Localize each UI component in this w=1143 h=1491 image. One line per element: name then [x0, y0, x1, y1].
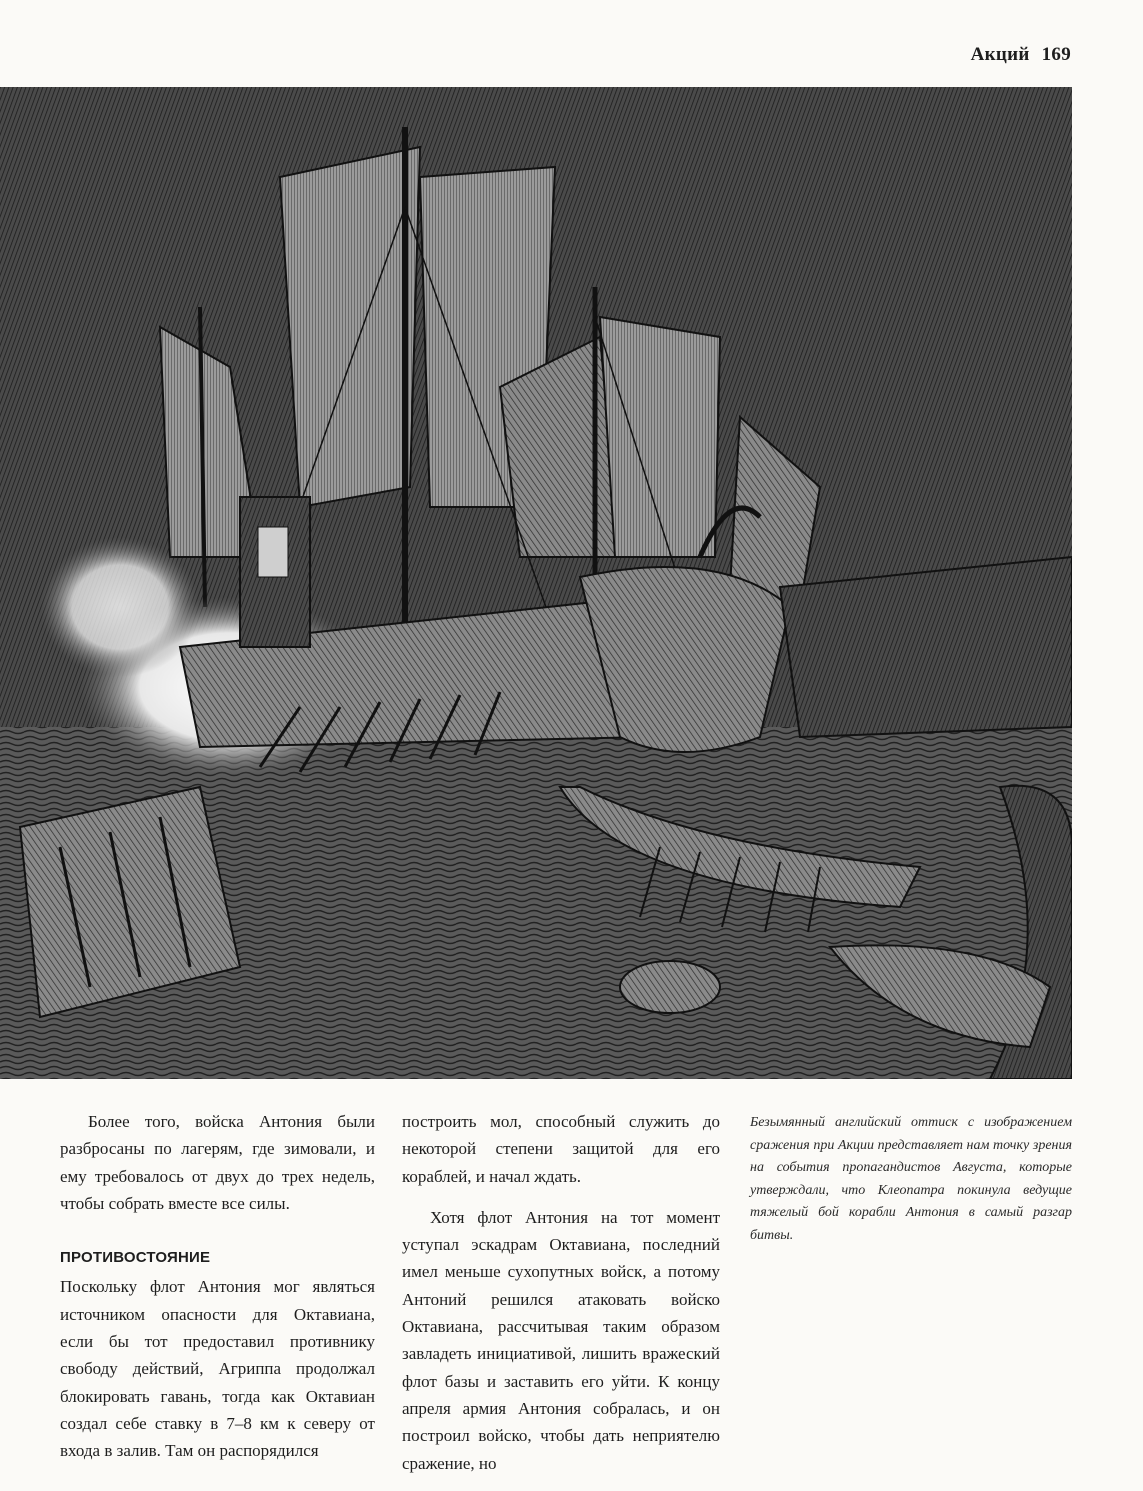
- figure-caption: Безымянный английский оттиск с изображением сражения при Акции представляет нам точку зрения на события пропагандистов Августа, которые утверждали, что Клеопатра покинула ведущие тяжелый бой корабли Антония в самый разгар битвы.: [750, 1115, 1072, 1243]
- page-number: 169: [1041, 44, 1071, 65]
- paragraph: Хотя флот Антония на тот момент уступал эскадрам Октавиана, последний имел меньше сухопутных войск, а потому Антоний решился атаковать войско Октавиана, рассчитывая таким образом завладеть инициативой, лишить вражеский флот базы и заставить его уйти. К концу апреля армия Антония собралась, и он построил войско, чтобы дать неприятелю сражение, но: [402, 1207, 720, 1473]
- paragraph: Поскольку флот Антония мог являться источником опасности для Октавиана, если бы тот предоставил противнику свободу действий, Агриппа продолжал блокировать гавань, тогда как Октавиан создал себе ставку в 7–8 км к северу от входа в залив. Там он распорядился: [60, 1277, 375, 1461]
- paragraph: Более того, войска Антония были разбросаны по лагерям, где зимовали, и ему требовалось от двух до трех недель, чтобы собрать вместе все силы.: [60, 1112, 375, 1213]
- text-column-middle: [402, 1108, 720, 1477]
- chapter-title: Акций: [970, 44, 1030, 65]
- section-heading: ПРОТИВОСТОЯНИЕ: [60, 1249, 211, 1267]
- running-head: [971, 44, 1071, 66]
- engraving-illustration: [0, 87, 1072, 1079]
- text-column-left: [60, 1108, 375, 1465]
- paragraph: построить мол, способный служить до некоторой степени защитой для его кораблей, и начал ждать.: [402, 1112, 720, 1186]
- naval-battle-engraving-icon: [0, 87, 1072, 1079]
